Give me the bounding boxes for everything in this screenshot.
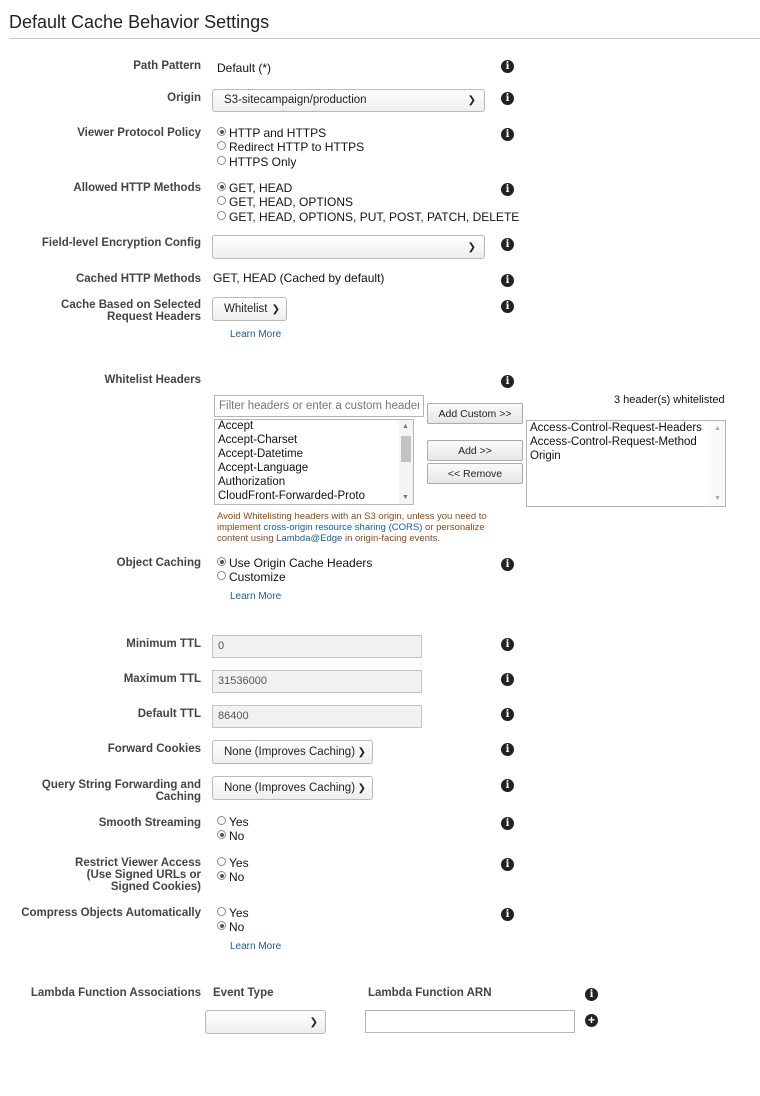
- info-icon[interactable]: i: [501, 673, 514, 686]
- info-icon[interactable]: i: [585, 988, 598, 1001]
- learn-more-link[interactable]: Learn More: [230, 941, 282, 952]
- info-icon[interactable]: i: [501, 183, 514, 196]
- note-text: or personalize content using: [217, 522, 485, 544]
- lambda-arn-input[interactable]: [365, 1010, 575, 1033]
- scroll-up-icon[interactable]: ▲: [402, 423, 409, 430]
- cache-based-headers-select[interactable]: [212, 297, 287, 321]
- viewer-protocol-option: Redirect HTTP to HTTPS: [229, 140, 365, 154]
- minimum-ttl-input[interactable]: 0: [212, 635, 422, 658]
- forward-cookies-label: Forward Cookies: [107, 743, 201, 755]
- chevron-down-icon: ❯: [357, 747, 366, 758]
- field-level-encryption-label: Field-level Encryption Config: [41, 237, 201, 249]
- cached-http-methods-value: GET, HEAD (Cached by default): [213, 271, 385, 285]
- note-text: in origin-facing events.: [342, 533, 441, 544]
- query-string-label: Caching: [155, 791, 201, 803]
- compress-objects-no-radio[interactable]: [217, 921, 226, 930]
- maximum-ttl-input[interactable]: 31536000: [212, 670, 422, 693]
- allowed-methods-option: GET, HEAD, OPTIONS: [229, 195, 354, 209]
- allowed-methods-option: GET, HEAD, OPTIONS, PUT, POST, PATCH, DELETE: [229, 210, 520, 224]
- info-icon[interactable]: i: [501, 858, 514, 871]
- compress-objects-option: No: [229, 920, 245, 934]
- info-icon[interactable]: i: [501, 274, 514, 287]
- restrict-viewer-option: Yes: [229, 856, 249, 870]
- origin-select-value: S3-sitecampaign/production: [224, 94, 367, 106]
- scroll-down-icon[interactable]: ▼: [714, 495, 721, 502]
- object-caching-option: Use Origin Cache Headers: [229, 556, 373, 570]
- viewer-protocol-option: HTTPS Only: [229, 155, 297, 169]
- smooth-streaming-yes-radio[interactable]: [217, 816, 226, 825]
- list-item[interactable]: Access-Control-Request-Method: [530, 436, 697, 448]
- query-string-select[interactable]: [212, 776, 373, 800]
- selected-headers-list[interactable]: [526, 420, 726, 507]
- info-icon[interactable]: i: [501, 558, 514, 571]
- whitelist-headers-label: Whitelist Headers: [104, 374, 201, 386]
- chevron-down-icon: ❯: [309, 1017, 318, 1028]
- list-item[interactable]: Accept: [218, 420, 254, 432]
- cors-link[interactable]: cross-origin resource sharing (CORS): [263, 522, 423, 533]
- smooth-streaming-option: No: [229, 829, 245, 843]
- scrollbar[interactable]: [711, 421, 725, 506]
- list-item[interactable]: Accept-Charset: [218, 434, 298, 446]
- field-level-encryption-select[interactable]: [212, 235, 485, 259]
- lambda-edge-link[interactable]: Lambda@Edge: [276, 533, 343, 544]
- list-item[interactable]: Accept-Language: [218, 462, 309, 474]
- path-pattern-label: Path Pattern: [133, 60, 201, 72]
- compress-objects-yes-radio[interactable]: [217, 907, 226, 916]
- default-ttl-input[interactable]: 86400: [212, 705, 422, 728]
- info-icon[interactable]: i: [501, 743, 514, 756]
- list-item[interactable]: CloudFront-Forwarded-Proto: [218, 490, 366, 502]
- smooth-streaming-option: Yes: [229, 815, 249, 829]
- list-item[interactable]: Accept-Datetime: [218, 448, 304, 460]
- page-title: Default Cache Behavior Settings: [9, 12, 270, 32]
- cache-based-headers-value: Whitelist: [224, 303, 268, 315]
- cache-based-headers-label: Cache Based on Selected: [61, 299, 201, 311]
- list-item[interactable]: Authorization: [218, 476, 286, 488]
- viewer-protocol-policy-label: Viewer Protocol Policy: [77, 127, 201, 139]
- list-item[interactable]: Access-Control-Request-Headers: [530, 422, 702, 434]
- origin-label: Origin: [167, 92, 201, 104]
- title-divider: [9, 38, 760, 39]
- viewer-protocol-redirect-radio[interactable]: [217, 141, 226, 150]
- forward-cookies-select[interactable]: [212, 740, 373, 764]
- info-icon[interactable]: i: [501, 128, 514, 141]
- note-text: Avoid Whitelisting headers with an S3 origin, unless you need to implement: [217, 511, 487, 533]
- lambda-arn-header: Lambda Function ARN: [368, 987, 492, 999]
- restrict-viewer-no-radio[interactable]: [217, 871, 226, 880]
- list-item[interactable]: Origin: [530, 450, 561, 462]
- restrict-viewer-option: No: [229, 870, 245, 884]
- whitelisted-count: 3 header(s) whitelisted: [614, 394, 725, 406]
- compress-objects-label: Compress Objects Automatically: [21, 907, 201, 919]
- remove-header-button[interactable]: << Remove: [427, 463, 523, 484]
- plus-icon[interactable]: +: [585, 1014, 598, 1027]
- chevron-down-icon: ❯: [467, 242, 476, 253]
- allowed-http-methods-label: Allowed HTTP Methods: [73, 182, 201, 194]
- learn-more-link[interactable]: Learn More: [230, 329, 282, 340]
- learn-more-link[interactable]: Learn More: [230, 591, 282, 602]
- scrollbar-thumb[interactable]: [401, 436, 411, 462]
- info-icon[interactable]: i: [501, 638, 514, 651]
- restrict-viewer-access-label: Signed Cookies): [110, 881, 201, 893]
- cache-based-headers-label: Request Headers: [107, 311, 201, 323]
- forward-cookies-value: None (Improves Caching): [224, 746, 356, 758]
- allowed-methods-get-head-radio[interactable]: [217, 182, 226, 191]
- info-icon[interactable]: i: [501, 908, 514, 921]
- viewer-protocol-http-https-radio[interactable]: [217, 127, 226, 136]
- info-icon[interactable]: i: [501, 92, 514, 105]
- scrollbar[interactable]: [399, 420, 413, 504]
- lambda-associations-label: Lambda Function Associations: [30, 987, 201, 999]
- info-icon[interactable]: i: [501, 300, 514, 313]
- object-caching-customize-radio[interactable]: [217, 571, 226, 580]
- filter-headers-input[interactable]: [214, 395, 424, 417]
- restrict-viewer-access-label: (Use Signed URLs or: [86, 869, 201, 881]
- smooth-streaming-label: Smooth Streaming: [98, 817, 201, 829]
- chevron-down-icon: ❯: [467, 95, 476, 106]
- info-icon[interactable]: i: [501, 238, 514, 251]
- cached-http-methods-label: Cached HTTP Methods: [75, 273, 201, 285]
- query-string-value: None (Improves Caching): [224, 782, 356, 794]
- query-string-label: Query String Forwarding and: [41, 779, 201, 791]
- add-custom-button[interactable]: Add Custom >>: [427, 403, 523, 424]
- default-ttl-label: Default TTL: [137, 708, 201, 720]
- event-type-header: Event Type: [213, 987, 274, 999]
- object-caching-label: Object Caching: [116, 557, 201, 569]
- path-pattern-value: Default (*): [217, 61, 272, 75]
- restrict-viewer-yes-radio[interactable]: [217, 857, 226, 866]
- scroll-up-icon[interactable]: ▲: [714, 425, 721, 432]
- info-icon[interactable]: i: [501, 779, 514, 792]
- restrict-viewer-access-label: Restrict Viewer Access: [75, 857, 201, 869]
- available-headers-list[interactable]: [214, 419, 414, 505]
- chevron-down-icon: ❯: [271, 304, 280, 315]
- minimum-ttl-label: Minimum TTL: [126, 638, 201, 650]
- viewer-protocol-https-only-radio[interactable]: [217, 156, 226, 165]
- allowed-methods-options-radio[interactable]: [217, 196, 226, 205]
- viewer-protocol-option: HTTP and HTTPS: [229, 126, 327, 140]
- event-type-select[interactable]: [205, 1010, 326, 1034]
- origin-select[interactable]: [212, 89, 485, 112]
- add-header-button[interactable]: Add >>: [427, 440, 523, 461]
- info-icon[interactable]: i: [501, 817, 514, 830]
- maximum-ttl-label: Maximum TTL: [123, 673, 201, 685]
- scroll-down-icon[interactable]: ▼: [402, 494, 409, 501]
- info-icon[interactable]: i: [501, 375, 514, 388]
- whitelist-warning-note: [217, 511, 507, 544]
- info-icon[interactable]: i: [501, 708, 514, 721]
- object-caching-origin-headers-radio[interactable]: [217, 557, 226, 566]
- object-caching-option: Customize: [229, 570, 286, 584]
- chevron-down-icon: ❯: [357, 783, 366, 794]
- smooth-streaming-no-radio[interactable]: [217, 830, 226, 839]
- allowed-methods-all-radio[interactable]: [217, 211, 226, 220]
- allowed-methods-option: GET, HEAD: [229, 181, 293, 195]
- compress-objects-option: Yes: [229, 906, 249, 920]
- info-icon[interactable]: i: [501, 60, 514, 73]
